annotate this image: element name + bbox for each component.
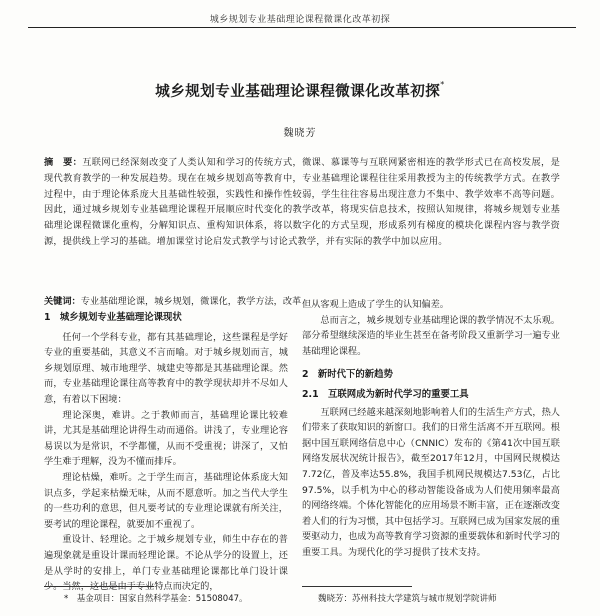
subsection-2-1-heading: 2.1 互联网成为新时代学习的重要工具: [302, 388, 469, 400]
keywords-text: 专业基础理论课，城乡规划，微课化，教学方法，改革: [80, 296, 302, 307]
paragraph: 理论深奥，难讲。之于教师而言，基础理论课比较难讲，尤其是基础理论讲得生动而通俗。讲浅了，专业理论容易误以为是常识，不学都懂，从而不受重视；讲深了，又怕学生难于理解，没为不懂而排斥。: [44, 409, 288, 468]
paragraph: 互联网已经越来越深刻地影响着人们的生活生产方式，热人们带来了获取知识的新窗口。我们的日常生活离不开互联网。根据中国互联网络信息中心（CNNIC）发布的《第41次中国互联网络发展状况统计报告》，截至2017年12月，中国网民规模达7.72亿，普及率达55.8%，我国手机网民规模达7.53亿，占比97.5%，以手机为中心的移动智能设备成为人们使用频率最高的网络终端。个体化智能化的应用场景不断丰富，正在逐渐改变着人们的行为习惯，其中包括学习。互联网已成为国家发展的重要驱动力，也成为高等教育学习资源的重要载体和新时代学习的重要工具。为现代化的学习提供了技术支持。: [302, 406, 560, 558]
header-rule: [28, 27, 576, 28]
abstract: [44, 155, 560, 250]
paragraph: 但从客观上造成了学生的认知偏差。: [302, 299, 449, 310]
footnote-rule-left: [44, 586, 154, 587]
section-2-heading: 2 新时代下的新趋势: [302, 369, 393, 381]
running-header: 城乡规划专业基础理论课程微课化改革初探: [209, 15, 391, 25]
footnote-funding: * 基金项目：国家自然科学基金：51508047。: [64, 594, 248, 604]
author-name: 魏晓芳: [283, 128, 317, 139]
keywords-label: 关键词：: [44, 296, 81, 307]
abstract-label: 摘 要：: [44, 157, 83, 168]
section-1-heading: 1 城乡规划专业基础理论课现状: [44, 312, 182, 323]
footnote-author: 魏晓芳：苏州科技大学建筑与城市规划学院讲师: [318, 594, 497, 604]
paragraph: 总而言之，城乡规划专业基础理论课的教学情况不太乐观。部分希望继续深造的毕业生甚至在备考阶段又重新学习一遍专业基础理论课程。: [302, 314, 560, 357]
paragraph: 重设计、轻理论。之于城乡规划专业，师生中存在的普遍现象就是重设计课而轻理论课。不论从学分的设置上，还是从学时的安排上，单门专业基础理论课都比单门设计课少。当然，这也是由于专业特点而决定的，: [44, 534, 288, 593]
paper-title-text: 城乡规划专业基础理论课程微课化改革初探: [155, 84, 441, 100]
paragraph: 理论枯燥，难听。之于学生而言，基础理论体系庞大知识点多，学起来枯燥无味，从而不愿意听。加之当代大学生的一些功利的意思，但凡要考试的专业理论课就有所关注，要考试的理论课程，就要加不重视了。: [44, 471, 288, 530]
footnote-rule-right: [302, 586, 412, 587]
right-column: [302, 297, 560, 561]
title-footnote-mark: *: [440, 80, 445, 89]
abstract-text: 互联网已经深刻改变了人类认知和学习的传统方式，微课、慕课等与互联网紧密相连的教学形式已在高校发展，是现代教育教学的一种发展趋势。现在在城乡规划高等教育中，专业基础理论课程往往采用教授为主的传统教学方式。在教学过程中，由于理论体系庞大且基础性较强，实践性和操作性较弱，学生往往容易出现注意力不集中、教学效率不高等问题。因此，通过城乡规划专业基础理论课程开展顺应时代变化的教学改革，将现实信息技术，按照认知规律，将城乡规划专业基础理论课程微课化重构，分解知识点、重构知识体系，将以数字化的方式呈现，形成系列有梯度的模块化课程内容与教学资源，提供线上学习的基础。增加课堂讨论启发式教学与讨论式教学，并有实际的教学中加以应用。: [44, 157, 560, 247]
paper-title: [0, 80, 600, 101]
paragraph: 任何一个学科专业，都有其基础理论，这些课程是学好专业的重要基础，其意义不言而喻。对于城乡规划而言，城乡规划原理、城市地理学、城建史等都是其基础理论课。然而，专业基础理论课往高等教育中的教学现状却并不尽如人意，有着以下困境：: [44, 331, 288, 405]
left-column: [44, 306, 288, 595]
